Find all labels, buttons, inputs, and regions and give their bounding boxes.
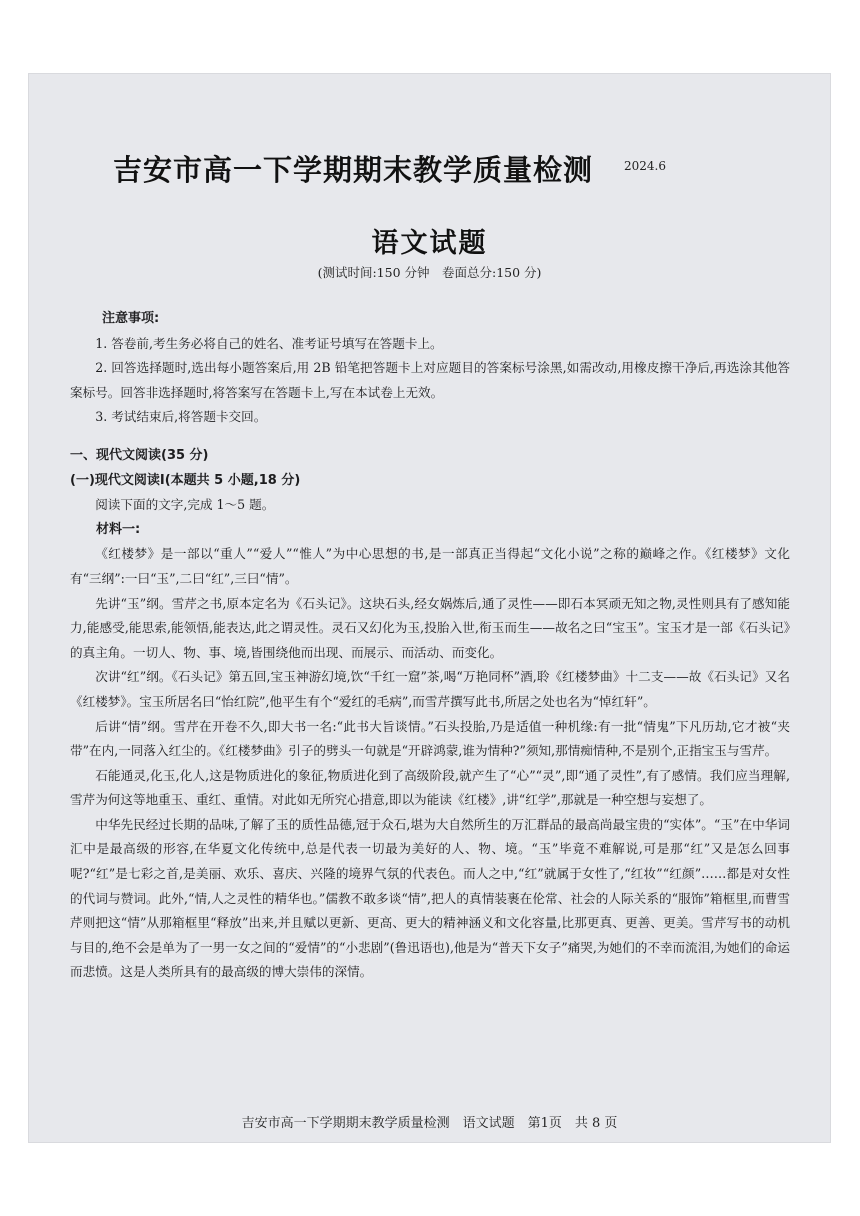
section-heading: 一、现代文阅读(35 分) bbox=[70, 447, 209, 463]
spacer bbox=[70, 430, 790, 444]
passage-paragraph: 中华先民经过长期的品味,了解了玉的质性品德,冠于众石,堪为大自然所生的万汇群品的最高尚最宝贵的“实体”。“玉”在中华词汇中是最高级的形容,在华夏文化传统中,总是代表一切最为美好的人、物、境。“玉”毕竟不难解说,可是那“红”又是怎么回事呢?“红”是七彩之首,是美丽、欢乐、喜庆、兴隆的境界气氛的代表色。而人之中,“红”就属于女性了,“红妆”“红颜”……都是对女性的代词与赞词。此外,“情,人之灵性的精华也。”儒教不敢多谈“情”,把人的真情装裹在伦常、社会的人际关系的“服饰”箱框里,而曹雪芹则把这“情”从那箱框里“释放”出来,并且赋以更新、更高、更大的精神涵义和文化容量,比那更真、更善、更美。雪芹写书的动机与目的,绝不会是单为了一男一女之间的“爱情”的“小悲剧”(鲁迅语也),他是为“普天下女子”痛哭,为她们的不幸而流泪,为她们的命运而悲愤。这是人类所具有的最高级的博大崇伟的深情。 bbox=[70, 816, 790, 980]
passage-paragraph: 先讲“玉”纲。雪芹之书,原本定名为《石头记》。这块石头,经女娲炼后,通了灵性——即石本冥顽无知之物,灵性则具有了感知能力,能感受,能思索,能领悟,能表达,此之谓灵性。灵石又幻化为玉,投胎入世,衔玉而生——故名之曰“宝玉”。宝玉才是一部《石头记》的真主角。一切人、物、事、境,皆围绕他而出现、而展示、而活动、而变化。 bbox=[70, 595, 790, 660]
page-footer: 吉安市高一下学期期末教学质量检测 语文试题 第1页 共 8 页 bbox=[241, 1116, 618, 1131]
material-label: 材料一: bbox=[96, 521, 141, 537]
note-item: 3. 考试结束后,将答题卡交回。 bbox=[95, 409, 267, 425]
sub-section-heading: (一)现代文阅读Ⅰ(本题共 5 小题,18 分) bbox=[70, 472, 301, 488]
exam-body bbox=[70, 307, 790, 985]
passage-paragraph: 石能通灵,化玉,化人,这是物质进化的象征,物质进化到了高级阶段,就产生了“心”“灵”,即“通了灵性”,有了感情。我们应当理解,雪芹为何这等地重玉、重红、重情。对此如无所究心措意,即以为能读《红楼》,讲“红学”,那就是一种空想与妄想了。 bbox=[70, 767, 790, 808]
note-item: 1. 答卷前,考生务必将自己的姓名、准考证号填写在答题卡上。 bbox=[95, 335, 443, 351]
passage-paragraph: 《红楼梦》是一部以“重人”“爱人”“惟人”为中心思想的书,是一部真正当得起“文化小说”之称的巅峰之作。《红楼梦》文化有“三纲”:一曰“玉”,二曰“红”,三曰“情”。 bbox=[70, 546, 790, 586]
exam-sheet bbox=[28, 73, 831, 1143]
subject-title: 语文试题 bbox=[371, 228, 488, 259]
passage-paragraph: 次讲“红”纲。《石头记》第五回,宝玉神游幻境,饮“千红一窟”茶,喝“万艳同杯”酒,聆《红楼梦曲》十二支——故《石头记》又名《红楼梦》。宝玉所居名曰“怡红院”,他平生有个“爱红的毛病”,而雪芹撰写此书,所居之处也名为“悼红轩”。 bbox=[70, 669, 790, 709]
instruction-text: 阅读下面的文字,完成 1～5 题。 bbox=[95, 497, 275, 513]
passage-paragraph: 后讲“情”纲。雪芹在开卷不久,即大书一名:“此书大旨谈情。”石头投胎,乃是适值一种机缘:有一批“情鬼”下凡历劫,它才被“夹带”在内,一同落入红尘的。《红楼梦曲》引子的劈头一句就是“开辟鸿蒙,谁为情种?”须知,那情痴情种,不是别个,正指宝玉与雪芹。 bbox=[70, 718, 790, 759]
exam-date: 2024.6 bbox=[624, 159, 666, 173]
note-item: 2. 回答选择题时,选出每小题答案后,用 2B 铅笔把答题卡上对应题目的答案标号涂黑,如需改动,用橡皮擦干净后,再选涂其他答案标号。回答非选择题时,将答案写在答题卡上,写在本试卷上无效。 bbox=[70, 360, 790, 400]
exam-title: 吉安市高一下学期期末教学质量检测 bbox=[113, 153, 594, 187]
notes-heading: 注意事项: bbox=[102, 311, 160, 326]
exam-info: (测试时间:150 分钟 卷面总分:150 分) bbox=[317, 265, 542, 280]
